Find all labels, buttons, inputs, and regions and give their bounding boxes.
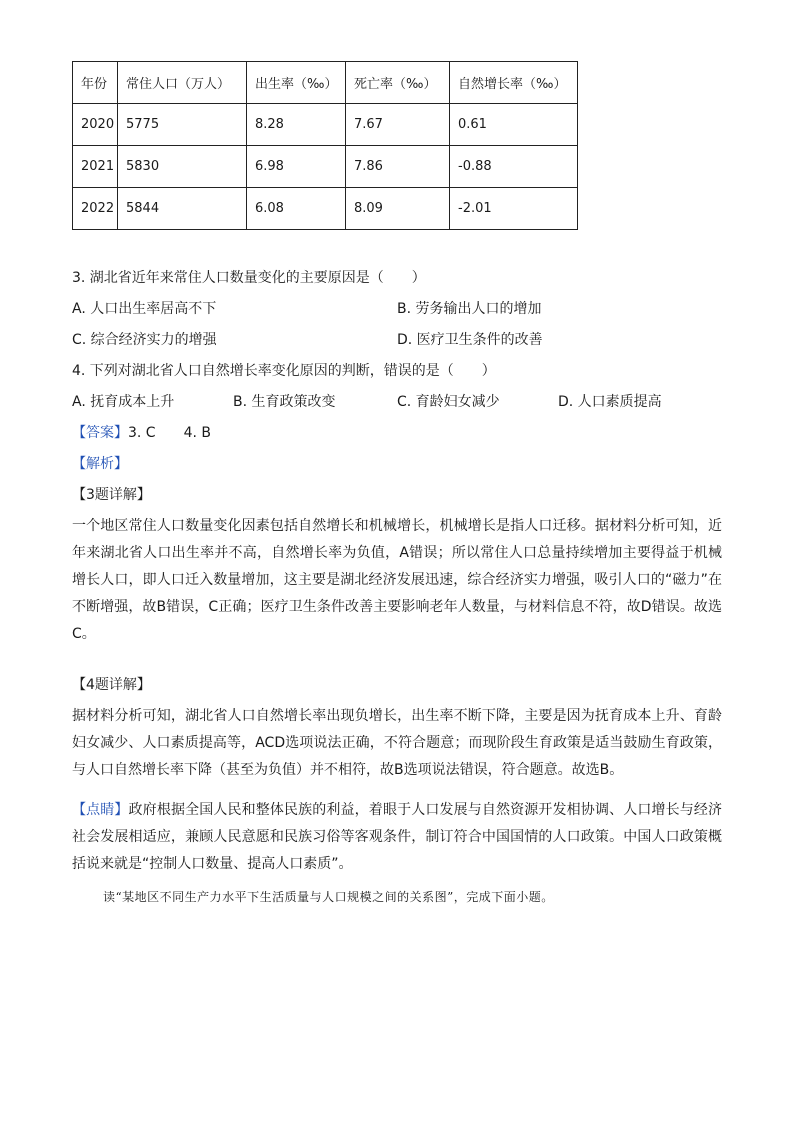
table-header-cell: 死亡率（‰） (346, 62, 450, 104)
table-cell: 5844 (118, 188, 247, 230)
question-4-option-b: B. 生育政策改变 (233, 394, 336, 410)
table-cell: 5830 (118, 146, 247, 188)
table-cell: -0.88 (450, 146, 578, 188)
analysis-tag: 【解析】 (72, 456, 128, 472)
detail-3-text: 一个地区常住人口数量变化因素包括自然增长和机械增长，机械增长是指人口迁移。据材料分析可知，近年来湖北省人口出生率并不高，自然增长率为负值，A错误；所以常住人口总量持续增加主要得益于机械增长人口，即人口迁入数量增加，这主要是湖北经济发展迅速，综合经济实力增强，吸引人口的“磁力”在不断增强，故B错误，C正确；医疗卫生条件改善主要影响老年人数量，与材料信息不符，故D错误。故选C。 (72, 518, 722, 642)
table-cell: -2.01 (450, 188, 578, 230)
table-header-row (73, 62, 578, 104)
table-cell: 2020 (73, 104, 118, 146)
question-3-option-b: B. 劳务输出人口的增加 (397, 301, 542, 317)
table-header-cell: 出生率（‰） (247, 62, 346, 104)
table-cell: 7.67 (346, 104, 450, 146)
detail-4-tag: 【4题详解】 (72, 677, 151, 693)
population-table (72, 61, 578, 230)
table-header-cell: 自然增长率（‰） (450, 62, 578, 104)
table-cell: 2022 (73, 188, 118, 230)
table-cell: 8.28 (247, 104, 346, 146)
table-row (73, 188, 578, 230)
question-4-option-c: C. 育龄妇女减少 (397, 394, 500, 410)
table-cell: 8.09 (346, 188, 450, 230)
table-cell: 0.61 (450, 104, 578, 146)
next-question-intro: 读“某地区不同生产力水平下生活质量与人口规模之间的关系图”，完成下面小题。 (103, 890, 554, 904)
question-4-stem: 4. 下列对湖北省人口自然增长率变化原因的判断，错误的是（ ） (72, 363, 496, 379)
answer-line (72, 423, 211, 443)
answer-text: 3. C 4. B (128, 425, 211, 441)
comment-text: 政府根据全国人民和整体民族的利益，着眼于人口发展与自然资源开发相协调、人口增长与经济社会发展相适应，兼顾人民意愿和民族习俗等客观条件，制订符合中国国情的人口政策。中国人口政策概括说来就是“控制人口数量、提高人口素质”。 (72, 802, 723, 872)
question-3-option-d: D. 医疗卫生条件的改善 (397, 332, 543, 348)
comment-paragraph (72, 797, 722, 878)
table-cell: 5775 (118, 104, 247, 146)
question-3-option-a: A. 人口出生率居高不下 (72, 301, 217, 317)
comment-tag: 【点睛】 (72, 802, 129, 818)
table-cell: 6.98 (247, 146, 346, 188)
table-row (73, 146, 578, 188)
detail-3-tag: 【3题详解】 (72, 487, 151, 503)
detail-4-text: 据材料分析可知，湖北省人口自然增长率出现负增长，出生率不断下降，主要是因为抚育成本上升、育龄妇女减少、人口素质提高等，ACD选项说法正确，不符合题意；而现阶段生育政策是适当鼓励生育政策，与人口自然增长率下降（甚至为负值）并不相符，故B选项说法错误，符合题意。故选B。 (72, 708, 722, 778)
table-cell: 2021 (73, 146, 118, 188)
question-4-option-d: D. 人口素质提高 (558, 394, 662, 410)
table-header-cell: 常住人口（万人） (118, 62, 247, 104)
table-cell: 6.08 (247, 188, 346, 230)
table-row (73, 104, 578, 146)
question-4-option-a: A. 抚育成本上升 (72, 394, 175, 410)
table-header-cell: 年份 (73, 62, 118, 104)
table-cell: 7.86 (346, 146, 450, 188)
question-3-option-c: C. 综合经济实力的增强 (72, 332, 217, 348)
answer-tag: 【答案】 (72, 425, 128, 441)
question-3-stem: 3. 湖北省近年来常住人口数量变化的主要原因是（ ） (72, 270, 426, 286)
